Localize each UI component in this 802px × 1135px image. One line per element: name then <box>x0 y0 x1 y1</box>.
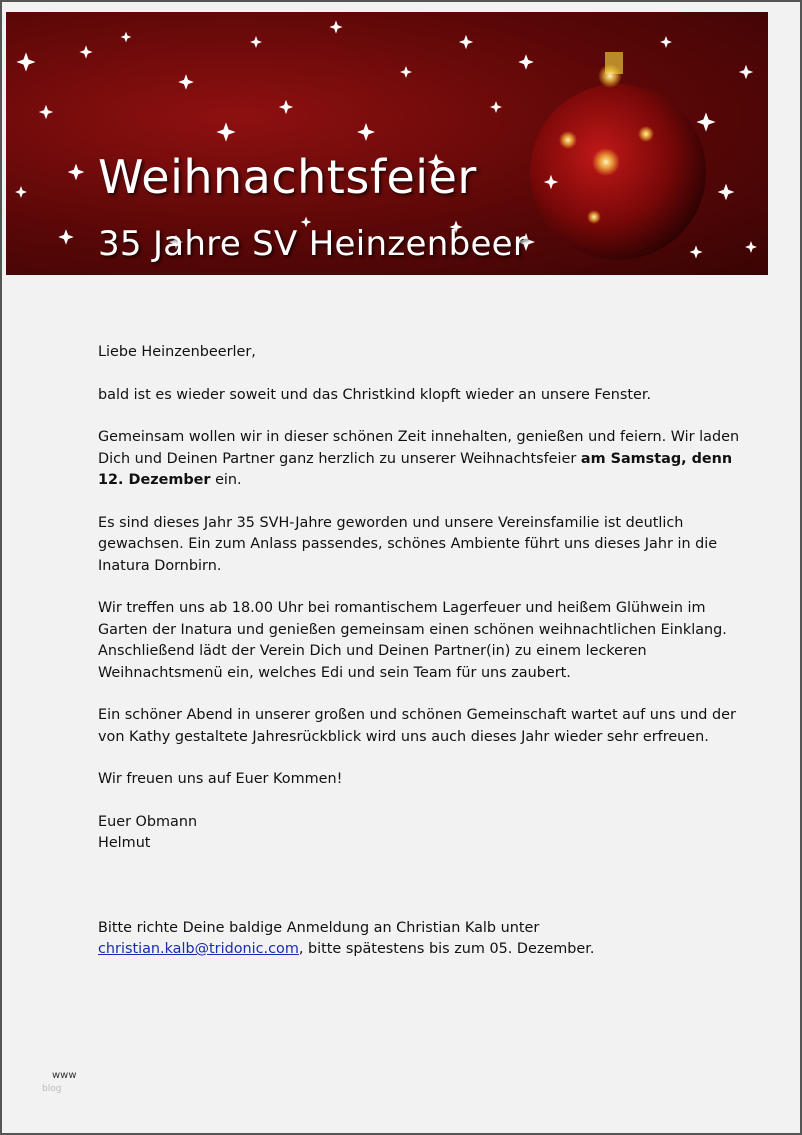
letter-paragraph-5: Ein schöner Abend in unserer großen und schönen Gemeinschaft wartet auf uns und der von Kathy gestaltete Jahresrückblick wird uns auch dieses Jahr wieder sehr erfreuen. <box>98 707 736 745</box>
rsvp-text: Bitte richte Deine baldige Anmeldung an Christian Kalb unter <box>98 919 540 936</box>
footer-www: www <box>52 1070 77 1081</box>
letter-signature: Helmut <box>98 835 151 851</box>
event-date: am Samstag, denn 12. Dezember <box>98 450 733 488</box>
letter-paragraph-2 <box>98 427 748 492</box>
christmas-banner <box>6 12 768 275</box>
rsvp-paragraph <box>98 918 748 961</box>
letter-body <box>98 342 748 982</box>
paragraph-2-text: Gemeinsam wollen wir in dieser schönen Zeit innehalten, genießen und feiern. Wir laden Dich und Deinen Partner ganz herzlich zu unserer Weihnachtsfeier <box>98 429 740 467</box>
rsvp-email-link[interactable]: christian.kalb@tridonic.com <box>98 941 299 957</box>
ornament-ball <box>530 84 706 260</box>
banner-title: Weihnachtsfeier <box>98 150 477 204</box>
paragraph-2-end: ein. <box>210 472 242 488</box>
letter-greeting: Liebe Heinzenbeerler, <box>98 344 256 360</box>
letter-paragraph-3: Es sind dieses Jahr 35 SVH-Jahre geworden und unsere Vereinsfamilie ist deutlich gewachsen. Ein zum Anlass passendes, schönes Ambiente führt uns dieses Jahr in die Inatura Dornbirn. <box>98 514 718 574</box>
letter-paragraph-6: Wir freuen uns auf Euer Kommen! <box>98 771 343 787</box>
footer-watermark: blog <box>42 1084 62 1094</box>
banner-subtitle: 35 Jahre SV Heinzenbeer <box>98 224 528 264</box>
rsvp-deadline: , bitte spätestens bis zum 05. Dezember. <box>298 941 595 957</box>
letter-closing: Euer Obmann <box>98 813 198 830</box>
letter-paragraph-4: Wir treffen uns ab 18.00 Uhr bei romantischem Lagerfeuer und heißem Glühwein im Garten der Inatura und genießen gemeinsam einen schönen weihnachtlichen Einklang. Anschließend lädt der Verein Dich und Deinen Partner(in) zu einem leckeren Weihnachtsmenü ein, welches Edi und sein Team für uns zaubert. <box>98 600 727 681</box>
letter-paragraph-1: bald ist es wieder soweit und das Christkind klopft wieder an unsere Fenster. <box>98 386 652 403</box>
spacer <box>98 876 748 918</box>
